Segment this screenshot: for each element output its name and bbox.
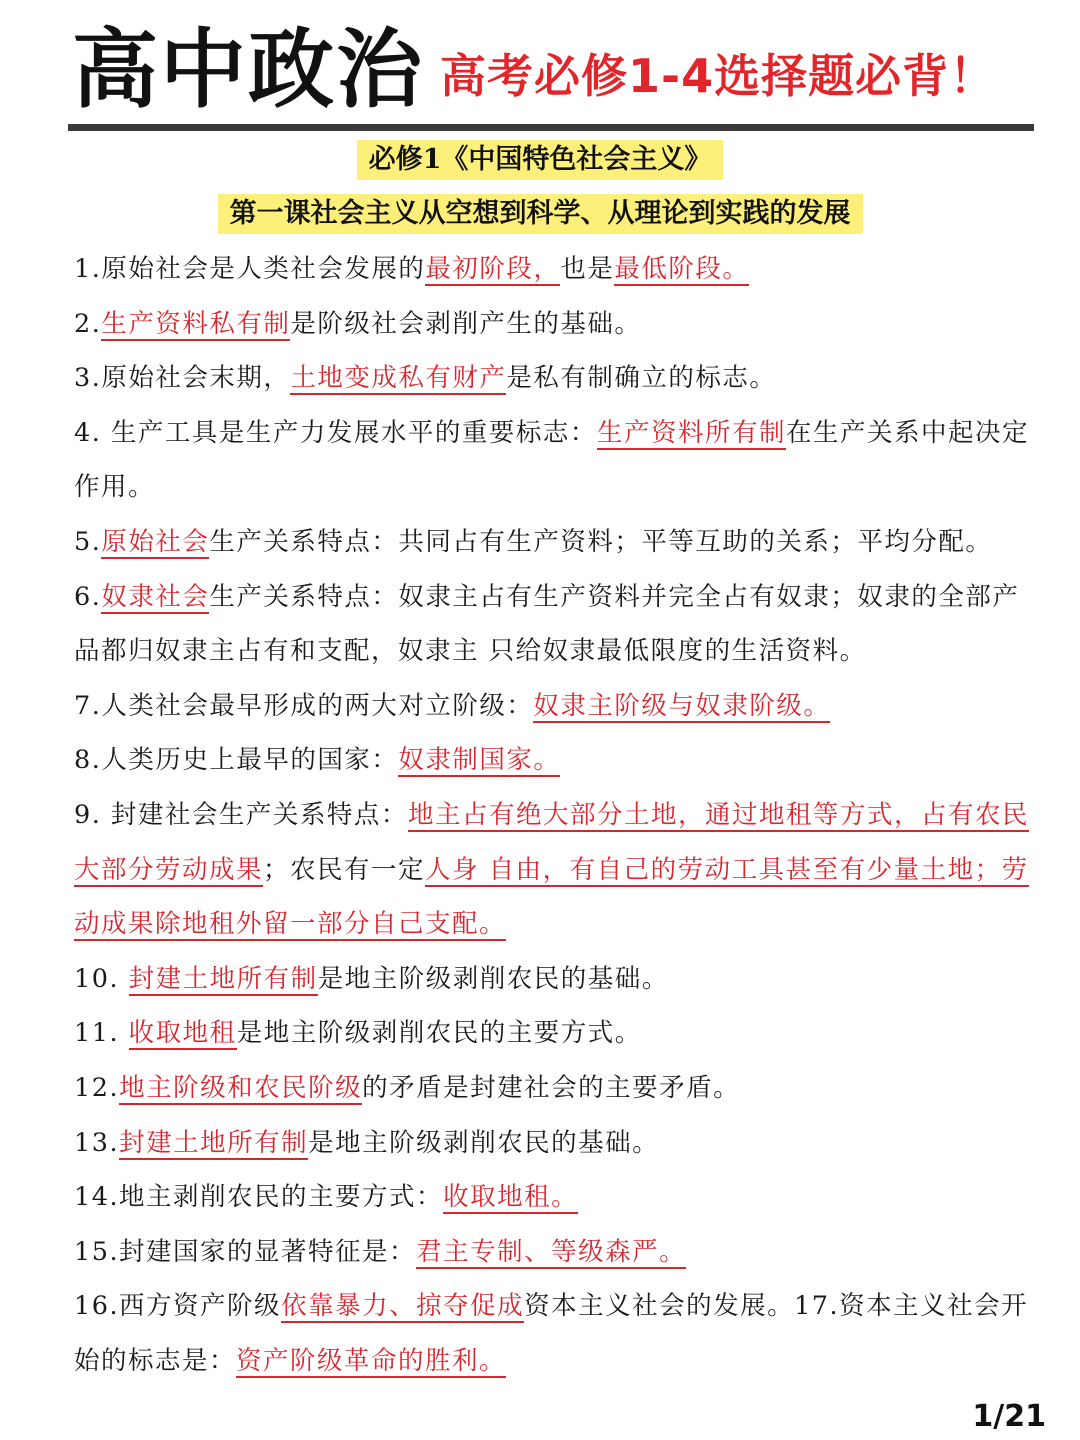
item-text: 是阶级社会剥削产生的基础。: [290, 308, 642, 339]
list-item: [74, 1225, 1034, 1280]
item-text: 5.: [74, 526, 102, 557]
point-list: [74, 242, 1034, 1388]
lesson-title-heading: 第一课社会主义从空想到科学、从理论到实践的发展: [218, 194, 863, 234]
list-item: [74, 297, 1034, 352]
highlighted-key-phrase: 依靠暴力、掠夺促成: [281, 1291, 525, 1322]
list-item: [74, 679, 1034, 734]
list-item: [74, 351, 1034, 406]
page-number: 1/21: [972, 1399, 1046, 1434]
highlighted-key-phrase: 人身 自由，有自己的劳动工具甚至有少量土地；劳动成果除地租外留一部分自己支配。: [74, 854, 1029, 940]
highlighted-key-phrase: 收取地租: [128, 1018, 237, 1049]
highlighted-key-phrase: 生产资料私有制: [101, 308, 291, 339]
list-item: [74, 1170, 1034, 1225]
highlighted-key-phrase: 生产资料所有制: [596, 417, 786, 448]
item-text: 13.: [74, 1127, 120, 1158]
highlighted-key-phrase: 奴隶制国家。: [398, 745, 561, 776]
list-item: [74, 788, 1034, 952]
item-text: 也是: [560, 254, 615, 284]
highlighted-key-phrase: 封建土地所有制: [119, 1127, 309, 1158]
highlighted-key-phrase: 君主专制、等级森严。: [416, 1236, 687, 1267]
item-text: 1.原始社会是人类社会发展的: [74, 254, 426, 284]
highlighted-key-phrase: 土地变成私有财产: [290, 363, 507, 394]
list-item: [74, 1116, 1034, 1171]
highlighted-key-phrase: 地主阶级和农民阶级: [119, 1072, 363, 1103]
item-text: 生产关系特点：共同占有生产资料；平等互助的关系；平均分配。: [209, 526, 993, 557]
highlighted-key-phrase: 原始社会: [101, 526, 210, 557]
item-text: 资本主义社会的发展。17.资本主义社会开始的标志是：: [74, 1291, 1029, 1376]
list-item: [74, 733, 1034, 788]
item-text: 14.地主剥削农民的主要方式：: [74, 1182, 444, 1213]
highlighted-key-phrase: 奴隶社会: [101, 581, 210, 612]
list-item: [74, 570, 1034, 679]
item-text: 12.: [74, 1072, 120, 1103]
highlighted-key-phrase: 封建土地所有制: [128, 963, 318, 994]
list-item: [74, 515, 1034, 570]
list-item: [74, 406, 1034, 515]
item-text: 生产关系特点：奴隶主占有生产资料并完全占有奴隶；奴隶的全部产品都归奴隶主占有和支配，奴隶主 只给奴隶最低限度的生活资料。: [74, 581, 1020, 667]
item-text: 7.人类社会最早形成的两大对立阶级：: [74, 690, 534, 721]
book-title-heading: 必修1《中国特色社会主义》: [357, 140, 724, 180]
page-title: 高中政治: [72, 20, 424, 120]
highlighted-key-phrase: 最低阶段。: [614, 254, 750, 284]
item-text: 是地主阶级剥削农民的基础。: [308, 1127, 660, 1158]
item-text: 16.西方资产阶级: [74, 1291, 282, 1322]
lesson-heading-row: [0, 194, 1080, 234]
item-text: 是地主阶级剥削农民的主要方式。: [236, 1018, 642, 1049]
highlighted-key-phrase: 最初阶段，: [425, 254, 561, 284]
book-heading-row: [0, 140, 1080, 180]
item-text: 是私有制确立的标志。: [506, 363, 777, 394]
list-item: [74, 952, 1034, 1007]
list-item: [74, 242, 1034, 297]
list-item: [74, 1061, 1034, 1116]
page-header: [70, 20, 1032, 125]
item-text: 是地主阶级剥削农民的基础。: [317, 963, 669, 994]
highlighted-key-phrase: 资产阶级革命的胜利。: [236, 1345, 507, 1376]
item-text: 4. 生产工具是生产力发展水平的重要标志：: [74, 417, 597, 448]
item-text: 11.: [74, 1018, 129, 1049]
item-text: 2.: [74, 308, 102, 339]
item-text: 的矛盾是封建社会的主要矛盾。: [362, 1072, 741, 1103]
item-text: 9. 封建社会生产关系特点：: [74, 799, 408, 830]
header-divider: [68, 124, 1034, 131]
list-item: [74, 1006, 1034, 1061]
item-text: ；农民有一定: [263, 854, 426, 885]
highlighted-key-phrase: 地主占有绝大部分土地，通过地租等方式，占有农民大部分劳动成果: [74, 799, 1029, 885]
list-item: [74, 1279, 1034, 1388]
highlighted-key-phrase: 奴隶主阶级与奴隶阶级。: [533, 690, 831, 721]
item-text: 15.封建国家的显著特征是：: [74, 1236, 417, 1267]
item-text: 10.: [74, 963, 129, 994]
item-text: 6.: [74, 581, 102, 612]
highlighted-key-phrase: 收取地租。: [443, 1182, 579, 1213]
item-text: 在生产关系中起决定作用。: [74, 417, 1029, 503]
item-text: 3.原始社会末期，: [74, 363, 291, 394]
item-text: 8.人类历史上最早的国家：: [74, 745, 399, 776]
page-subtitle: 高考必修1-4选择题必背！: [440, 49, 997, 103]
